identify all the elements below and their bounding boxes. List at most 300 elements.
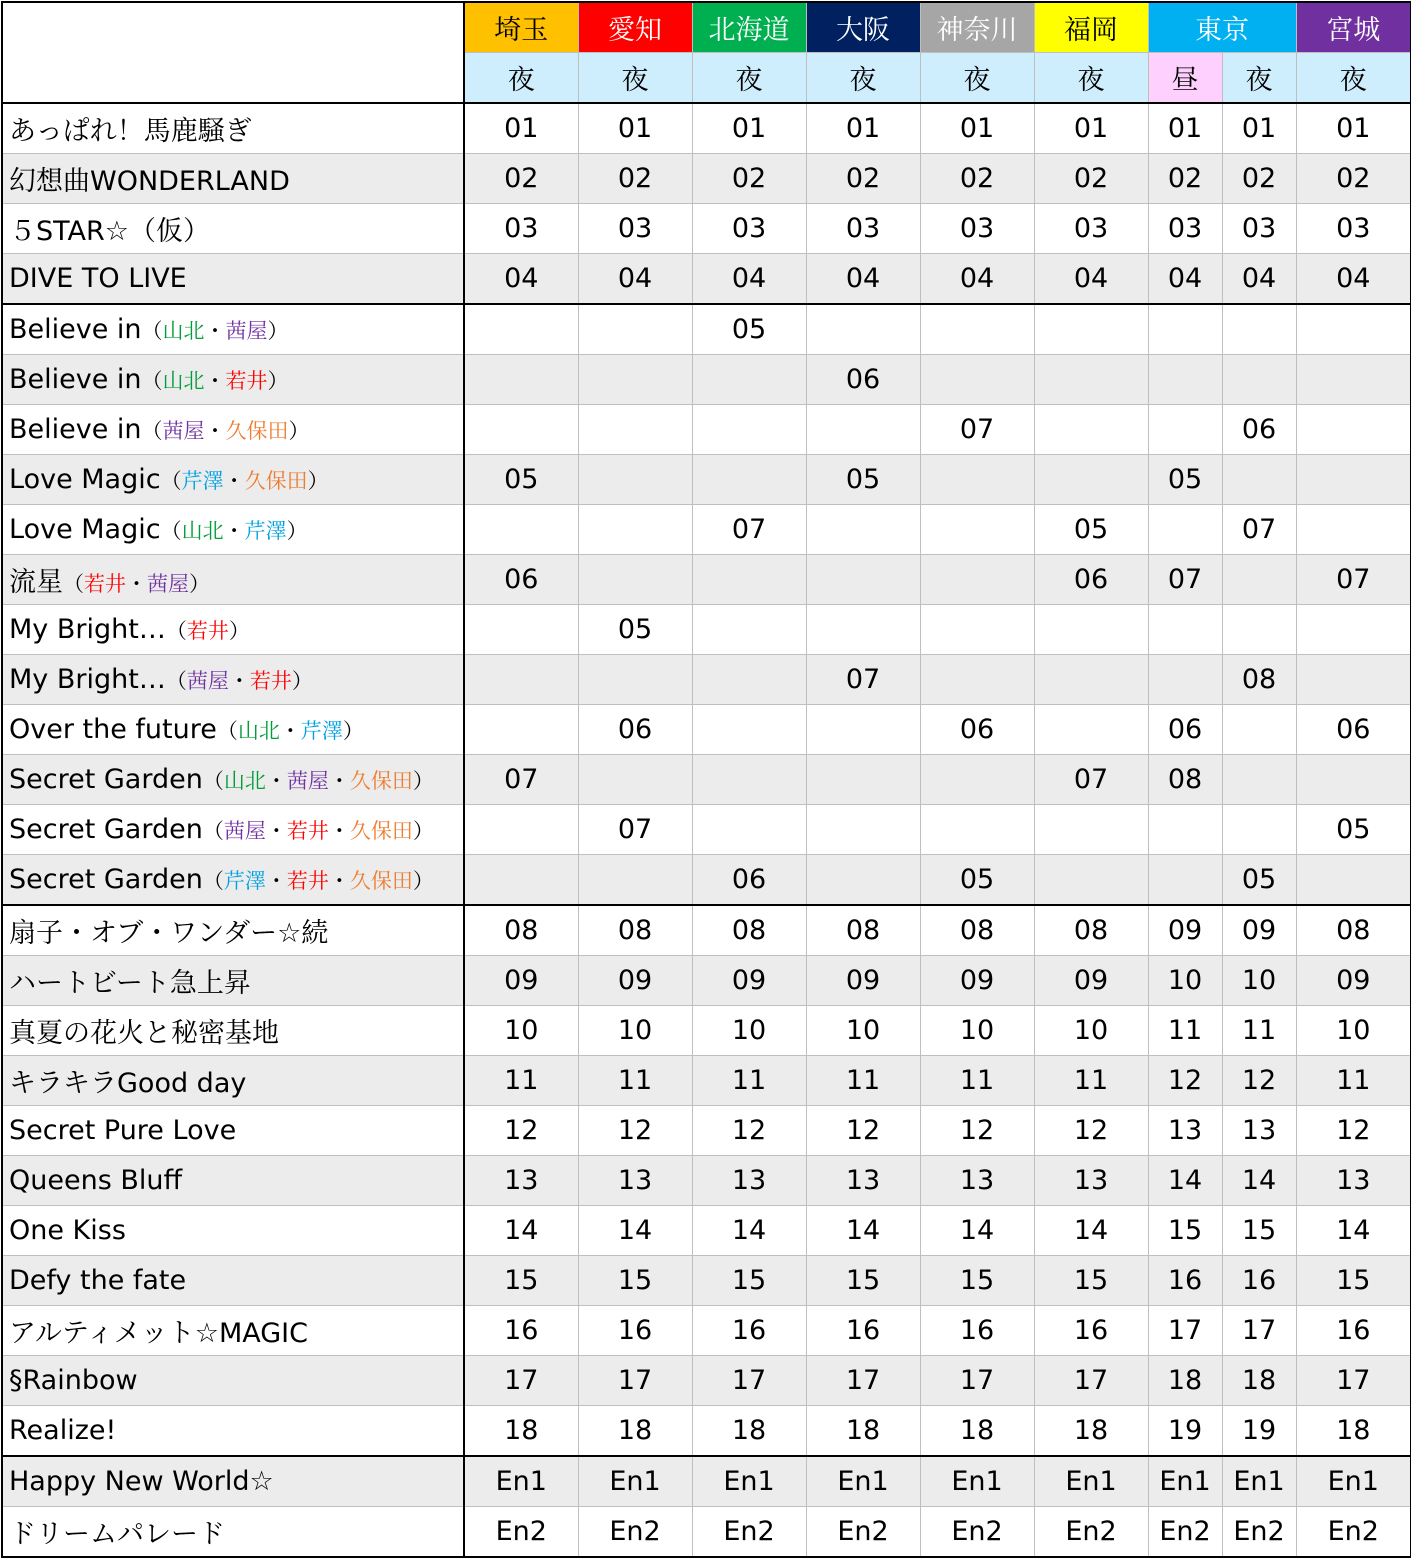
song-title-cell — [2, 1306, 464, 1356]
order-cell: 12 — [1148, 1056, 1222, 1106]
order-cell: 07 — [692, 505, 806, 555]
order-cell: 10 — [806, 1006, 920, 1056]
order-cell — [578, 855, 692, 906]
setlist-row — [2, 103, 1411, 154]
setlist-row — [2, 1456, 1411, 1507]
performer-name: 久保田 — [244, 469, 308, 493]
song-title-cell — [2, 1507, 464, 1558]
order-cell: 09 — [1148, 905, 1222, 956]
song-title: Realize! — [9, 1415, 117, 1446]
performer-name: 茜屋 — [186, 669, 229, 693]
order-cell — [1148, 805, 1222, 855]
order-cell: 07 — [1034, 755, 1148, 805]
song-title-cell — [2, 1106, 464, 1156]
performer-name: 山北 — [162, 319, 205, 343]
order-cell — [1034, 455, 1148, 505]
order-cell: 16 — [806, 1306, 920, 1356]
order-cell: En2 — [1296, 1507, 1411, 1558]
order-cell — [1296, 304, 1411, 355]
order-cell: 01 — [806, 103, 920, 154]
setlist-row — [2, 254, 1411, 305]
order-cell — [578, 455, 692, 505]
time-header: 夜 — [920, 53, 1034, 104]
performer-name: 山北 — [162, 369, 205, 393]
city-header: 宮城 — [1296, 2, 1411, 53]
order-cell — [1222, 304, 1296, 355]
order-cell: 12 — [1222, 1056, 1296, 1106]
order-cell: 05 — [578, 605, 692, 655]
performer-name: 若井 — [286, 819, 329, 843]
order-cell: 05 — [920, 855, 1034, 906]
order-cell — [806, 755, 920, 805]
order-cell — [920, 455, 1034, 505]
song-title: 流星 — [9, 567, 63, 598]
order-cell — [1034, 705, 1148, 755]
order-cell — [1148, 605, 1222, 655]
setlist-row — [2, 1006, 1411, 1056]
song-title: Secret Garden — [9, 864, 203, 895]
order-cell: 01 — [578, 103, 692, 154]
setlist-row — [2, 1156, 1411, 1206]
song-title: Love Magic — [9, 514, 161, 545]
song-title-cell — [2, 1006, 464, 1056]
order-cell: 09 — [464, 956, 578, 1006]
song-title: Secret Garden — [9, 814, 203, 845]
order-cell: 05 — [1034, 505, 1148, 555]
order-cell — [464, 605, 578, 655]
song-title: ハートビート急上昇 — [9, 968, 251, 999]
performer-name: 茜屋 — [223, 819, 266, 843]
performer-name: 芹澤 — [181, 469, 224, 493]
song-title: Queens Bluff — [9, 1165, 183, 1196]
order-cell — [692, 605, 806, 655]
song-title: My Bright… — [9, 664, 166, 695]
order-cell — [1148, 405, 1222, 455]
performer-list: （山北・若井） — [141, 369, 289, 393]
order-cell: 14 — [578, 1206, 692, 1256]
order-cell — [692, 405, 806, 455]
setlist-row — [2, 304, 1411, 355]
city-header-row — [2, 2, 1411, 53]
order-cell: 15 — [1034, 1256, 1148, 1306]
order-cell — [1222, 455, 1296, 505]
order-cell: En2 — [578, 1507, 692, 1558]
order-cell: 09 — [806, 956, 920, 1006]
song-title-cell — [2, 1256, 464, 1306]
order-cell — [464, 855, 578, 906]
order-cell: En1 — [1222, 1456, 1296, 1507]
song-title: My Bright… — [9, 614, 166, 645]
performer-name: 茜屋 — [286, 769, 329, 793]
setlist-row — [2, 455, 1411, 505]
order-cell: 01 — [1148, 103, 1222, 154]
song-title-cell — [2, 1056, 464, 1106]
order-cell: 03 — [1034, 204, 1148, 254]
order-cell: En1 — [920, 1456, 1034, 1507]
time-header: 昼 — [1148, 53, 1222, 104]
setlist-row — [2, 705, 1411, 755]
order-cell: 14 — [1222, 1156, 1296, 1206]
order-cell — [1148, 505, 1222, 555]
setlist-row — [2, 655, 1411, 705]
order-cell: En2 — [1222, 1507, 1296, 1558]
order-cell: 04 — [1296, 254, 1411, 305]
order-cell — [920, 355, 1034, 405]
order-cell: 02 — [464, 154, 578, 204]
order-cell: 18 — [1148, 1356, 1222, 1406]
order-cell — [1222, 805, 1296, 855]
time-header: 夜 — [1034, 53, 1148, 104]
order-cell — [1034, 355, 1148, 405]
song-title-cell — [2, 1206, 464, 1256]
order-cell: 17 — [1296, 1356, 1411, 1406]
song-title: Believe in — [9, 414, 142, 445]
order-cell — [1034, 405, 1148, 455]
time-header: 夜 — [578, 53, 692, 104]
order-cell: 08 — [920, 905, 1034, 956]
order-cell: 10 — [1222, 956, 1296, 1006]
song-title-cell — [2, 905, 464, 956]
time-header: 夜 — [806, 53, 920, 104]
order-cell — [1034, 605, 1148, 655]
performer-list: （茜屋・若井・久保田） — [202, 819, 434, 843]
performer-list: （山北・茜屋） — [141, 319, 289, 343]
song-title: §Rainbow — [9, 1365, 138, 1396]
city-header: 愛知 — [578, 2, 692, 53]
order-cell — [1148, 355, 1222, 405]
order-cell: 07 — [464, 755, 578, 805]
order-cell: 03 — [1296, 204, 1411, 254]
order-cell: 13 — [1222, 1106, 1296, 1156]
order-cell: 13 — [1296, 1156, 1411, 1206]
song-title-cell — [2, 154, 464, 204]
order-cell — [1148, 855, 1222, 906]
order-cell: 10 — [920, 1006, 1034, 1056]
performer-name: 山北 — [223, 769, 266, 793]
song-title-cell — [2, 304, 464, 355]
performer-list: （茜屋・久保田） — [141, 419, 310, 443]
order-cell — [692, 755, 806, 805]
order-cell: 04 — [1034, 254, 1148, 305]
order-cell: 07 — [1148, 555, 1222, 605]
setlist-row — [2, 755, 1411, 805]
order-cell: En2 — [464, 1507, 578, 1558]
order-cell: En1 — [1148, 1456, 1222, 1507]
setlist-row — [2, 204, 1411, 254]
performer-name: 久保田 — [225, 419, 289, 443]
order-cell: 04 — [806, 254, 920, 305]
order-cell — [1222, 705, 1296, 755]
order-cell — [806, 805, 920, 855]
city-header: 東京 — [1148, 2, 1296, 53]
order-cell: 12 — [806, 1106, 920, 1156]
order-cell: 13 — [806, 1156, 920, 1206]
order-cell: En1 — [578, 1456, 692, 1507]
order-cell: 13 — [1034, 1156, 1148, 1206]
order-cell — [806, 705, 920, 755]
song-title-cell — [2, 455, 464, 505]
order-cell: 08 — [1148, 755, 1222, 805]
corner-cell — [2, 2, 464, 103]
order-cell: 05 — [806, 455, 920, 505]
order-cell: 12 — [692, 1106, 806, 1156]
performer-list: （若井） — [165, 619, 250, 643]
order-cell: 12 — [1296, 1106, 1411, 1156]
song-title-cell — [2, 1356, 464, 1406]
song-title: ドリームパレード — [9, 1519, 225, 1550]
order-cell: 09 — [1296, 956, 1411, 1006]
order-cell — [692, 805, 806, 855]
setlist-row — [2, 1406, 1411, 1457]
order-cell — [1148, 304, 1222, 355]
order-cell — [464, 304, 578, 355]
performer-list: （山北・芹澤） — [160, 519, 308, 543]
order-cell: 07 — [578, 805, 692, 855]
song-title: ５STAR☆（仮） — [9, 216, 210, 247]
order-cell: 19 — [1222, 1406, 1296, 1457]
order-cell — [1148, 655, 1222, 705]
order-cell: 19 — [1148, 1406, 1222, 1457]
order-cell: 11 — [806, 1056, 920, 1106]
order-cell — [806, 855, 920, 906]
order-cell: 10 — [1034, 1006, 1148, 1056]
order-cell — [578, 555, 692, 605]
order-cell: 18 — [806, 1406, 920, 1457]
setlist-row — [2, 1106, 1411, 1156]
city-header: 大阪 — [806, 2, 920, 53]
order-cell — [920, 555, 1034, 605]
order-cell: 04 — [578, 254, 692, 305]
performer-name: 若井 — [249, 669, 292, 693]
order-cell: 17 — [1148, 1306, 1222, 1356]
order-cell: 12 — [464, 1106, 578, 1156]
order-cell: 08 — [692, 905, 806, 956]
order-cell — [1296, 655, 1411, 705]
order-cell: 15 — [1222, 1206, 1296, 1256]
performer-list: （芹澤・若井・久保田） — [202, 869, 434, 893]
order-cell — [578, 304, 692, 355]
order-cell: 07 — [920, 405, 1034, 455]
song-title: Happy New World☆ — [9, 1466, 274, 1497]
order-cell — [464, 805, 578, 855]
song-title-cell — [2, 505, 464, 555]
order-cell: 07 — [806, 655, 920, 705]
song-title-cell — [2, 1156, 464, 1206]
order-cell: 04 — [920, 254, 1034, 305]
order-cell: 02 — [1222, 154, 1296, 204]
song-title-cell — [2, 605, 464, 655]
order-cell — [920, 755, 1034, 805]
song-title: アルティメット☆MAGIC — [9, 1318, 308, 1349]
order-cell — [1296, 755, 1411, 805]
order-cell: 14 — [464, 1206, 578, 1256]
order-cell — [920, 805, 1034, 855]
time-header: 夜 — [1222, 53, 1296, 104]
performer-name: 久保田 — [349, 769, 413, 793]
order-cell — [692, 705, 806, 755]
setlist-row — [2, 855, 1411, 906]
setlist-row — [2, 1056, 1411, 1106]
order-cell — [806, 304, 920, 355]
order-cell: 13 — [578, 1156, 692, 1206]
order-cell: 14 — [1034, 1206, 1148, 1256]
song-title-cell — [2, 755, 464, 805]
order-cell: 11 — [920, 1056, 1034, 1106]
order-cell — [920, 605, 1034, 655]
order-cell: 18 — [464, 1406, 578, 1457]
song-title-cell — [2, 555, 464, 605]
order-cell: 14 — [692, 1206, 806, 1256]
order-cell — [920, 505, 1034, 555]
order-cell: 02 — [806, 154, 920, 204]
performer-name: 山北 — [237, 719, 280, 743]
order-cell: 03 — [578, 204, 692, 254]
order-cell: 08 — [1034, 905, 1148, 956]
order-cell: 14 — [806, 1206, 920, 1256]
order-cell: 11 — [1222, 1006, 1296, 1056]
order-cell: 07 — [1222, 505, 1296, 555]
setlist-row — [2, 505, 1411, 555]
order-cell: En1 — [1296, 1456, 1411, 1507]
order-cell: 02 — [578, 154, 692, 204]
order-cell: 06 — [1034, 555, 1148, 605]
order-cell — [1222, 555, 1296, 605]
performer-list: （若井・茜屋） — [63, 572, 210, 596]
order-cell: 09 — [578, 956, 692, 1006]
song-title: Believe in — [9, 314, 142, 345]
time-header: 夜 — [692, 53, 806, 104]
setlist-row — [2, 905, 1411, 956]
order-cell — [1296, 405, 1411, 455]
performer-name: 久保田 — [349, 819, 413, 843]
performer-name: 久保田 — [349, 869, 413, 893]
order-cell: 16 — [1148, 1256, 1222, 1306]
song-title: Defy the fate — [9, 1265, 187, 1296]
song-title: 真夏の花火と秘密基地 — [9, 1018, 279, 1049]
order-cell — [920, 655, 1034, 705]
order-cell: 15 — [464, 1256, 578, 1306]
order-cell: 01 — [464, 103, 578, 154]
order-cell: 17 — [578, 1356, 692, 1406]
order-cell: 04 — [692, 254, 806, 305]
order-cell: 11 — [1034, 1056, 1148, 1106]
order-cell: 05 — [1296, 805, 1411, 855]
song-title-cell — [2, 103, 464, 154]
order-cell: 04 — [1148, 254, 1222, 305]
order-cell: 15 — [1148, 1206, 1222, 1256]
order-cell: 08 — [806, 905, 920, 956]
order-cell: 16 — [1296, 1306, 1411, 1356]
order-cell: 07 — [1296, 555, 1411, 605]
order-cell: 13 — [464, 1156, 578, 1206]
song-title-cell — [2, 355, 464, 405]
performer-list: （山北・茜屋・久保田） — [202, 769, 434, 793]
order-cell: 03 — [806, 204, 920, 254]
order-cell: 16 — [692, 1306, 806, 1356]
order-cell: 10 — [464, 1006, 578, 1056]
performer-name: 若井 — [286, 869, 329, 893]
setlist-table — [1, 1, 1411, 1558]
order-cell — [578, 655, 692, 705]
setlist-row — [2, 405, 1411, 455]
song-title: Over the future — [9, 714, 217, 745]
order-cell: En2 — [1148, 1507, 1222, 1558]
order-cell: 16 — [920, 1306, 1034, 1356]
order-cell — [1222, 605, 1296, 655]
performer-name: 茜屋 — [147, 572, 189, 596]
order-cell: 04 — [464, 254, 578, 305]
order-cell: 06 — [1148, 705, 1222, 755]
song-title: Secret Pure Love — [9, 1115, 237, 1146]
order-cell: 02 — [1296, 154, 1411, 204]
order-cell — [1296, 605, 1411, 655]
order-cell: 11 — [464, 1056, 578, 1106]
song-title-cell — [2, 1456, 464, 1507]
order-cell: 09 — [1222, 905, 1296, 956]
order-cell — [1296, 505, 1411, 555]
order-cell: 03 — [1148, 204, 1222, 254]
order-cell: 08 — [578, 905, 692, 956]
order-cell: 17 — [806, 1356, 920, 1406]
setlist-row — [2, 1206, 1411, 1256]
order-cell — [464, 505, 578, 555]
performer-name: 芹澤 — [300, 719, 343, 743]
song-title: Love Magic — [9, 464, 161, 495]
order-cell: En2 — [692, 1507, 806, 1558]
order-cell: 18 — [1296, 1406, 1411, 1457]
order-cell: 11 — [578, 1056, 692, 1106]
song-title: Secret Garden — [9, 764, 203, 795]
order-cell: En2 — [1034, 1507, 1148, 1558]
song-title-cell — [2, 405, 464, 455]
order-cell: 04 — [1222, 254, 1296, 305]
order-cell: 13 — [1148, 1106, 1222, 1156]
performer-name: 芹澤 — [223, 869, 266, 893]
order-cell — [464, 655, 578, 705]
order-cell: 18 — [1222, 1356, 1296, 1406]
order-cell: 06 — [578, 705, 692, 755]
performer-name: 茜屋 — [162, 419, 205, 443]
order-cell: 13 — [920, 1156, 1034, 1206]
order-cell: En2 — [806, 1507, 920, 1558]
song-title-cell — [2, 1406, 464, 1457]
setlist-row — [2, 956, 1411, 1006]
order-cell: En1 — [692, 1456, 806, 1507]
order-cell: 17 — [464, 1356, 578, 1406]
order-cell: 11 — [1296, 1056, 1411, 1106]
order-cell — [1034, 655, 1148, 705]
order-cell — [920, 304, 1034, 355]
order-cell: 16 — [1222, 1256, 1296, 1306]
order-cell: 06 — [692, 855, 806, 906]
order-cell: 05 — [1222, 855, 1296, 906]
order-cell — [578, 755, 692, 805]
order-cell: 13 — [692, 1156, 806, 1206]
order-cell: 03 — [1222, 204, 1296, 254]
order-cell: 01 — [920, 103, 1034, 154]
order-cell: 02 — [1034, 154, 1148, 204]
order-cell: 17 — [1222, 1306, 1296, 1356]
order-cell: 10 — [1296, 1006, 1411, 1056]
order-cell — [1222, 355, 1296, 405]
setlist-row — [2, 555, 1411, 605]
performer-name: 茜屋 — [225, 319, 268, 343]
song-title: DIVE TO LIVE — [9, 263, 187, 294]
order-cell: 06 — [806, 355, 920, 405]
city-header: 北海道 — [692, 2, 806, 53]
order-cell: 01 — [1034, 103, 1148, 154]
order-cell: 01 — [1296, 103, 1411, 154]
